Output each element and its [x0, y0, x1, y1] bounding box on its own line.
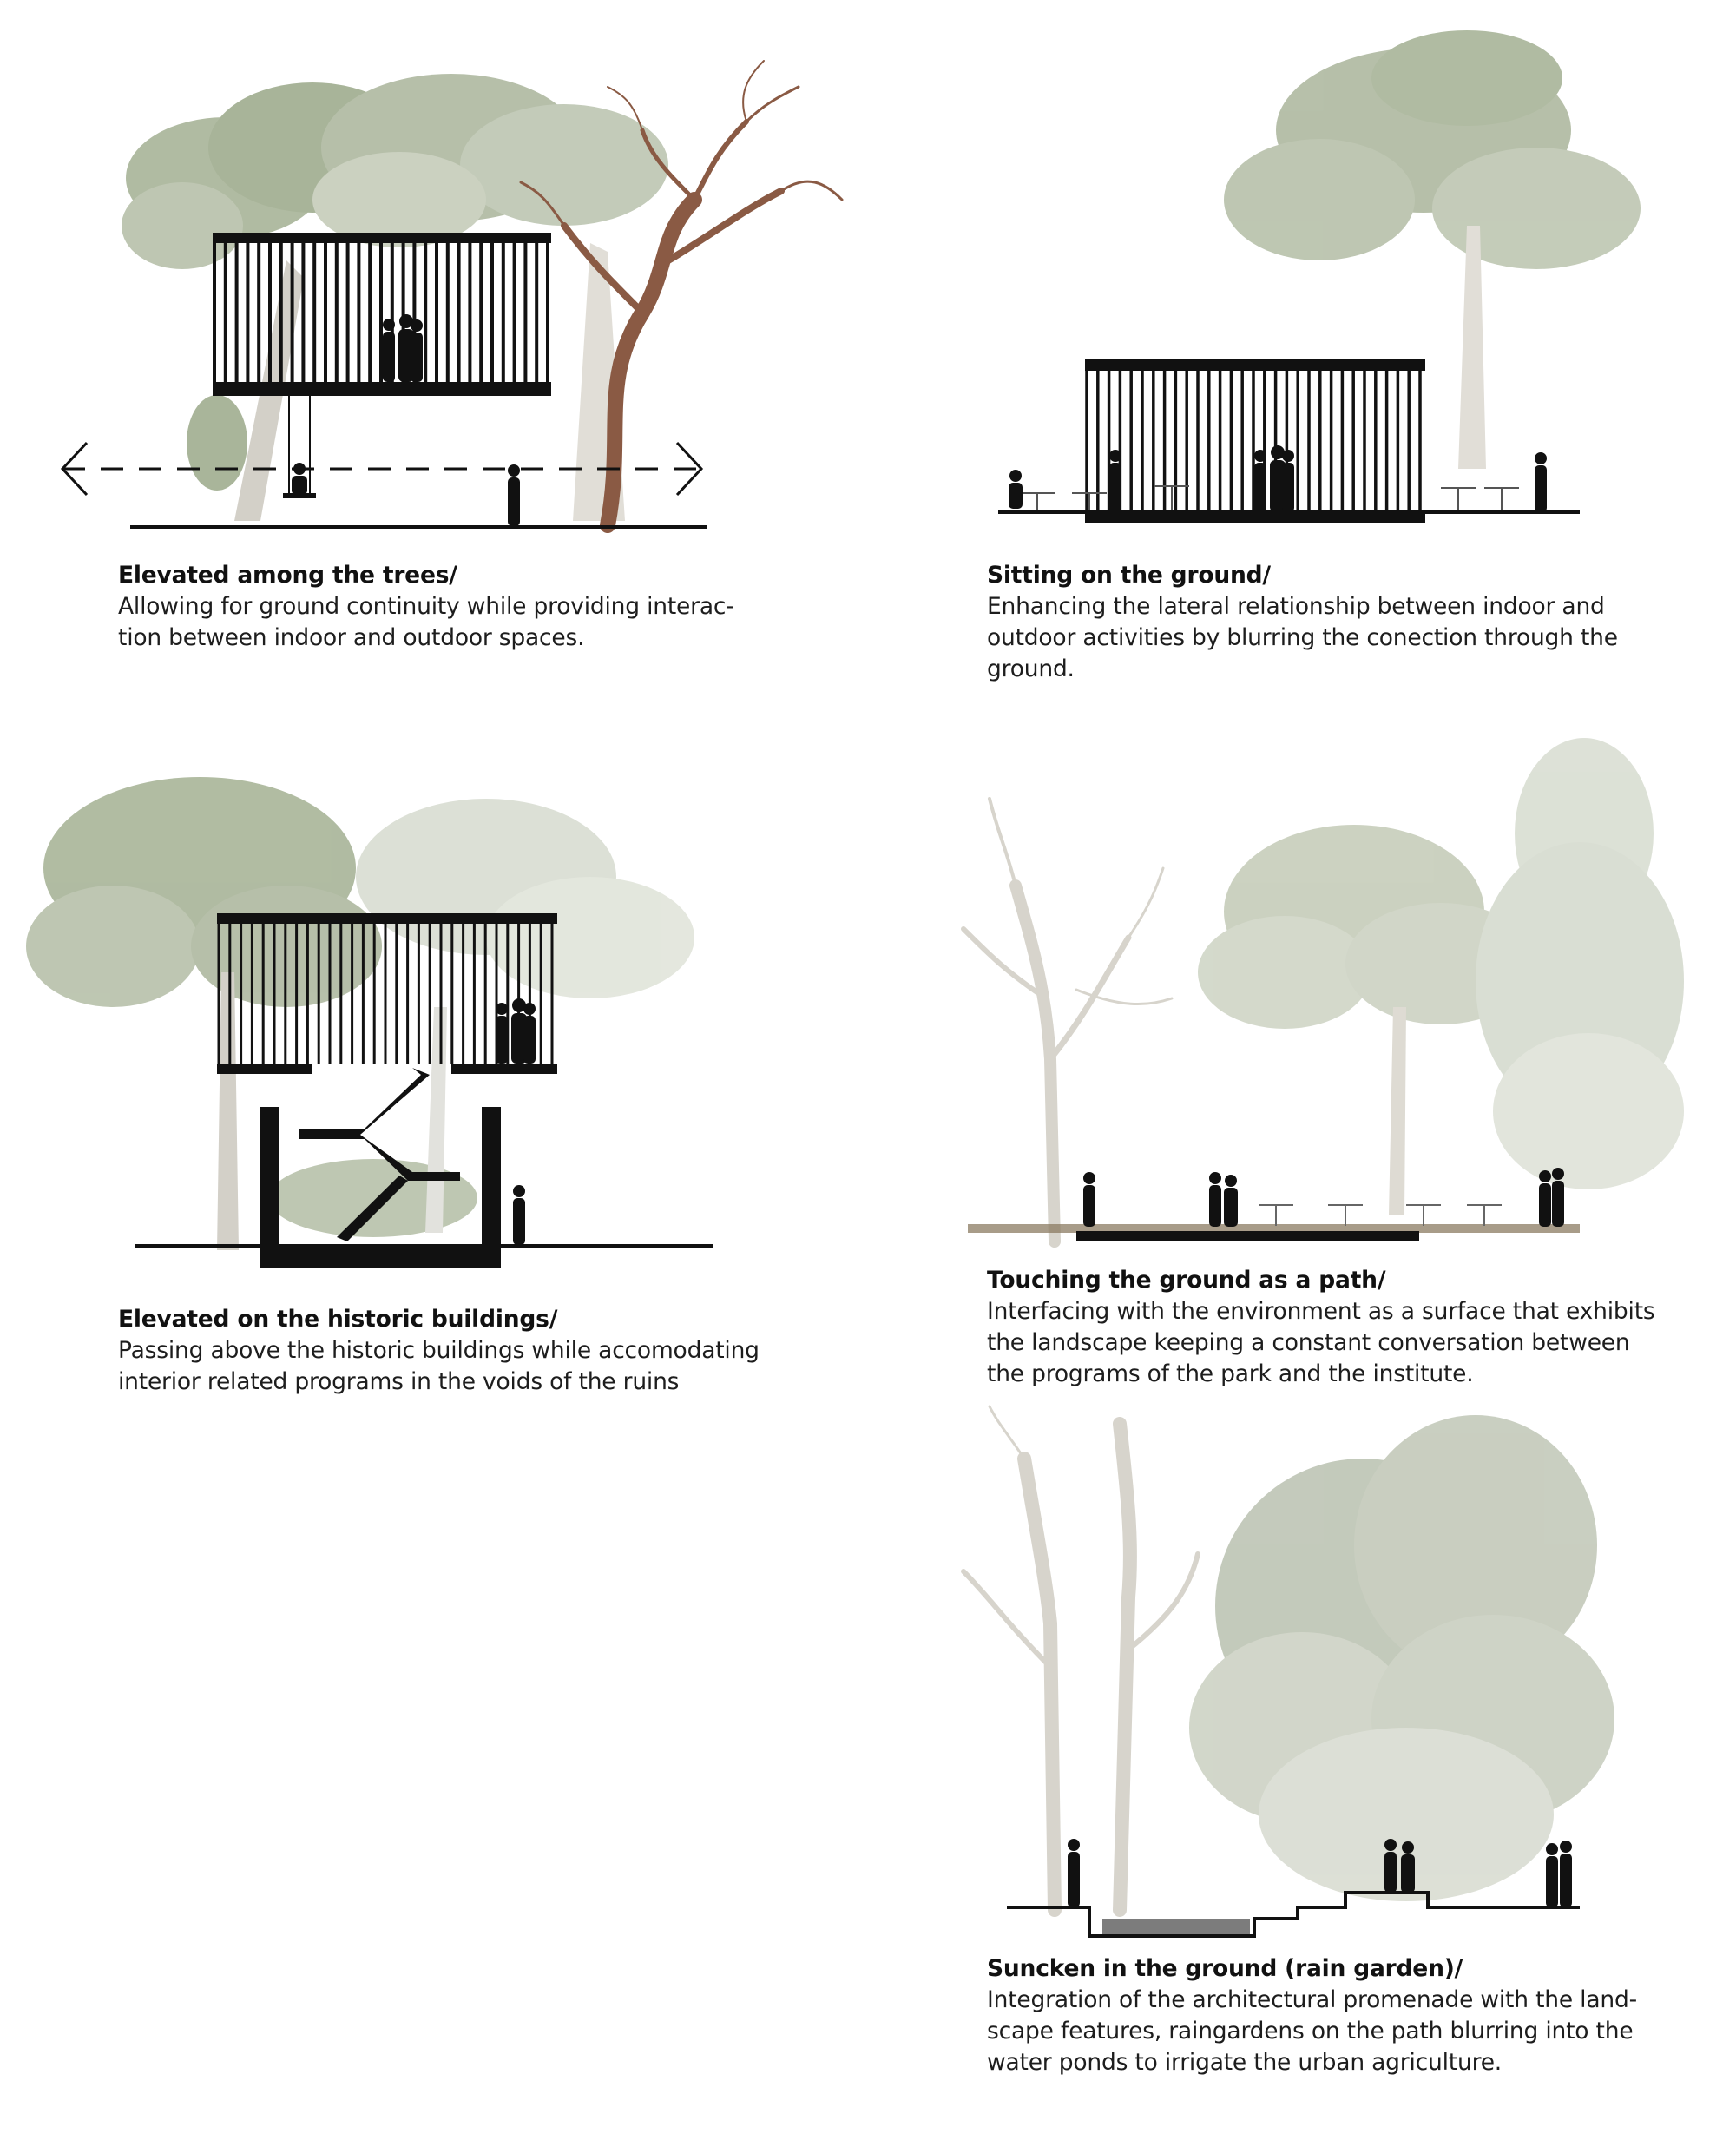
caption-line: the programs of the park and the institute.	[987, 1360, 1474, 1387]
rain-garden-planting	[1102, 1919, 1250, 1934]
outdoor-furniture	[1020, 486, 1519, 512]
section-illustration-1	[0, 0, 868, 556]
caption-line: Passing above the historic buildings while accomodating	[118, 1337, 760, 1364]
panel-elevated-historic-buildings	[0, 747, 868, 1441]
tree-icon	[963, 1406, 1198, 1910]
tree-trunk	[1389, 1007, 1406, 1215]
caption-line: water ponds to irrigate the urban agriculture.	[987, 2049, 1503, 2076]
caption-sunken-rain-garden	[987, 1953, 1699, 2078]
rain-garden-section	[1007, 1893, 1580, 1936]
panel-sitting-on-ground	[868, 0, 1736, 695]
tree-icon	[26, 777, 694, 1237]
caption-line: Interfacing with the environment as a surface that exhibits	[987, 1298, 1655, 1325]
caption-line: scape features, raingardens on the path blurring into the	[987, 2018, 1634, 2045]
caption-title: Elevated on the historic buildings/	[118, 1306, 558, 1333]
section-illustration-4	[868, 729, 1736, 1285]
section-illustration-3	[0, 747, 868, 1302]
caption-title: Suncken in the ground (rain garden)/	[987, 1955, 1463, 1982]
tree-trunk	[1458, 226, 1486, 469]
caption-line: Enhancing the lateral relationship between indoor and	[987, 593, 1605, 620]
caption-line: interior related programs in the voids of the ruins	[118, 1368, 680, 1395]
caption-elevated-among-trees	[118, 560, 830, 654]
tree-icon	[1224, 30, 1641, 269]
caption-touching-ground-path	[987, 1265, 1699, 1390]
section-illustration-5	[868, 1406, 1736, 1979]
panel-touching-ground-path	[868, 729, 1736, 1424]
person-silhouette-icon	[1083, 1168, 1564, 1227]
person-silhouette-icon	[496, 998, 536, 1245]
caption-line: the landscape keeping a constant conversation between	[987, 1329, 1630, 1356]
caption-line: ground.	[987, 655, 1075, 682]
caption-title: Sitting on the ground/	[987, 562, 1271, 589]
caption-elevated-historic-buildings	[118, 1304, 830, 1398]
caption-line: tion between indoor and outdoor spaces.	[118, 624, 585, 651]
caption-line: outdoor activities by blurring the conection through the	[987, 624, 1618, 651]
tree-icon	[1189, 1415, 1614, 1901]
tree-icon	[1198, 738, 1684, 1189]
caption-line: Integration of the architectural promenade with the land-	[987, 1986, 1637, 2013]
caption-line: Allowing for ground continuity while providing interac-	[118, 593, 734, 620]
panel-elevated-among-trees	[0, 0, 868, 695]
tree-trunk	[217, 972, 239, 1250]
outdoor-furniture	[1259, 1205, 1502, 1226]
panel-sunken-rain-garden	[868, 1406, 1736, 2147]
caption-title: Touching the ground as a path/	[987, 1267, 1386, 1294]
section-illustration-2	[868, 0, 1736, 556]
tree-icon	[963, 799, 1172, 1241]
caption-title: Elevated among the trees/	[118, 562, 457, 589]
caption-sitting-on-ground	[987, 560, 1699, 685]
